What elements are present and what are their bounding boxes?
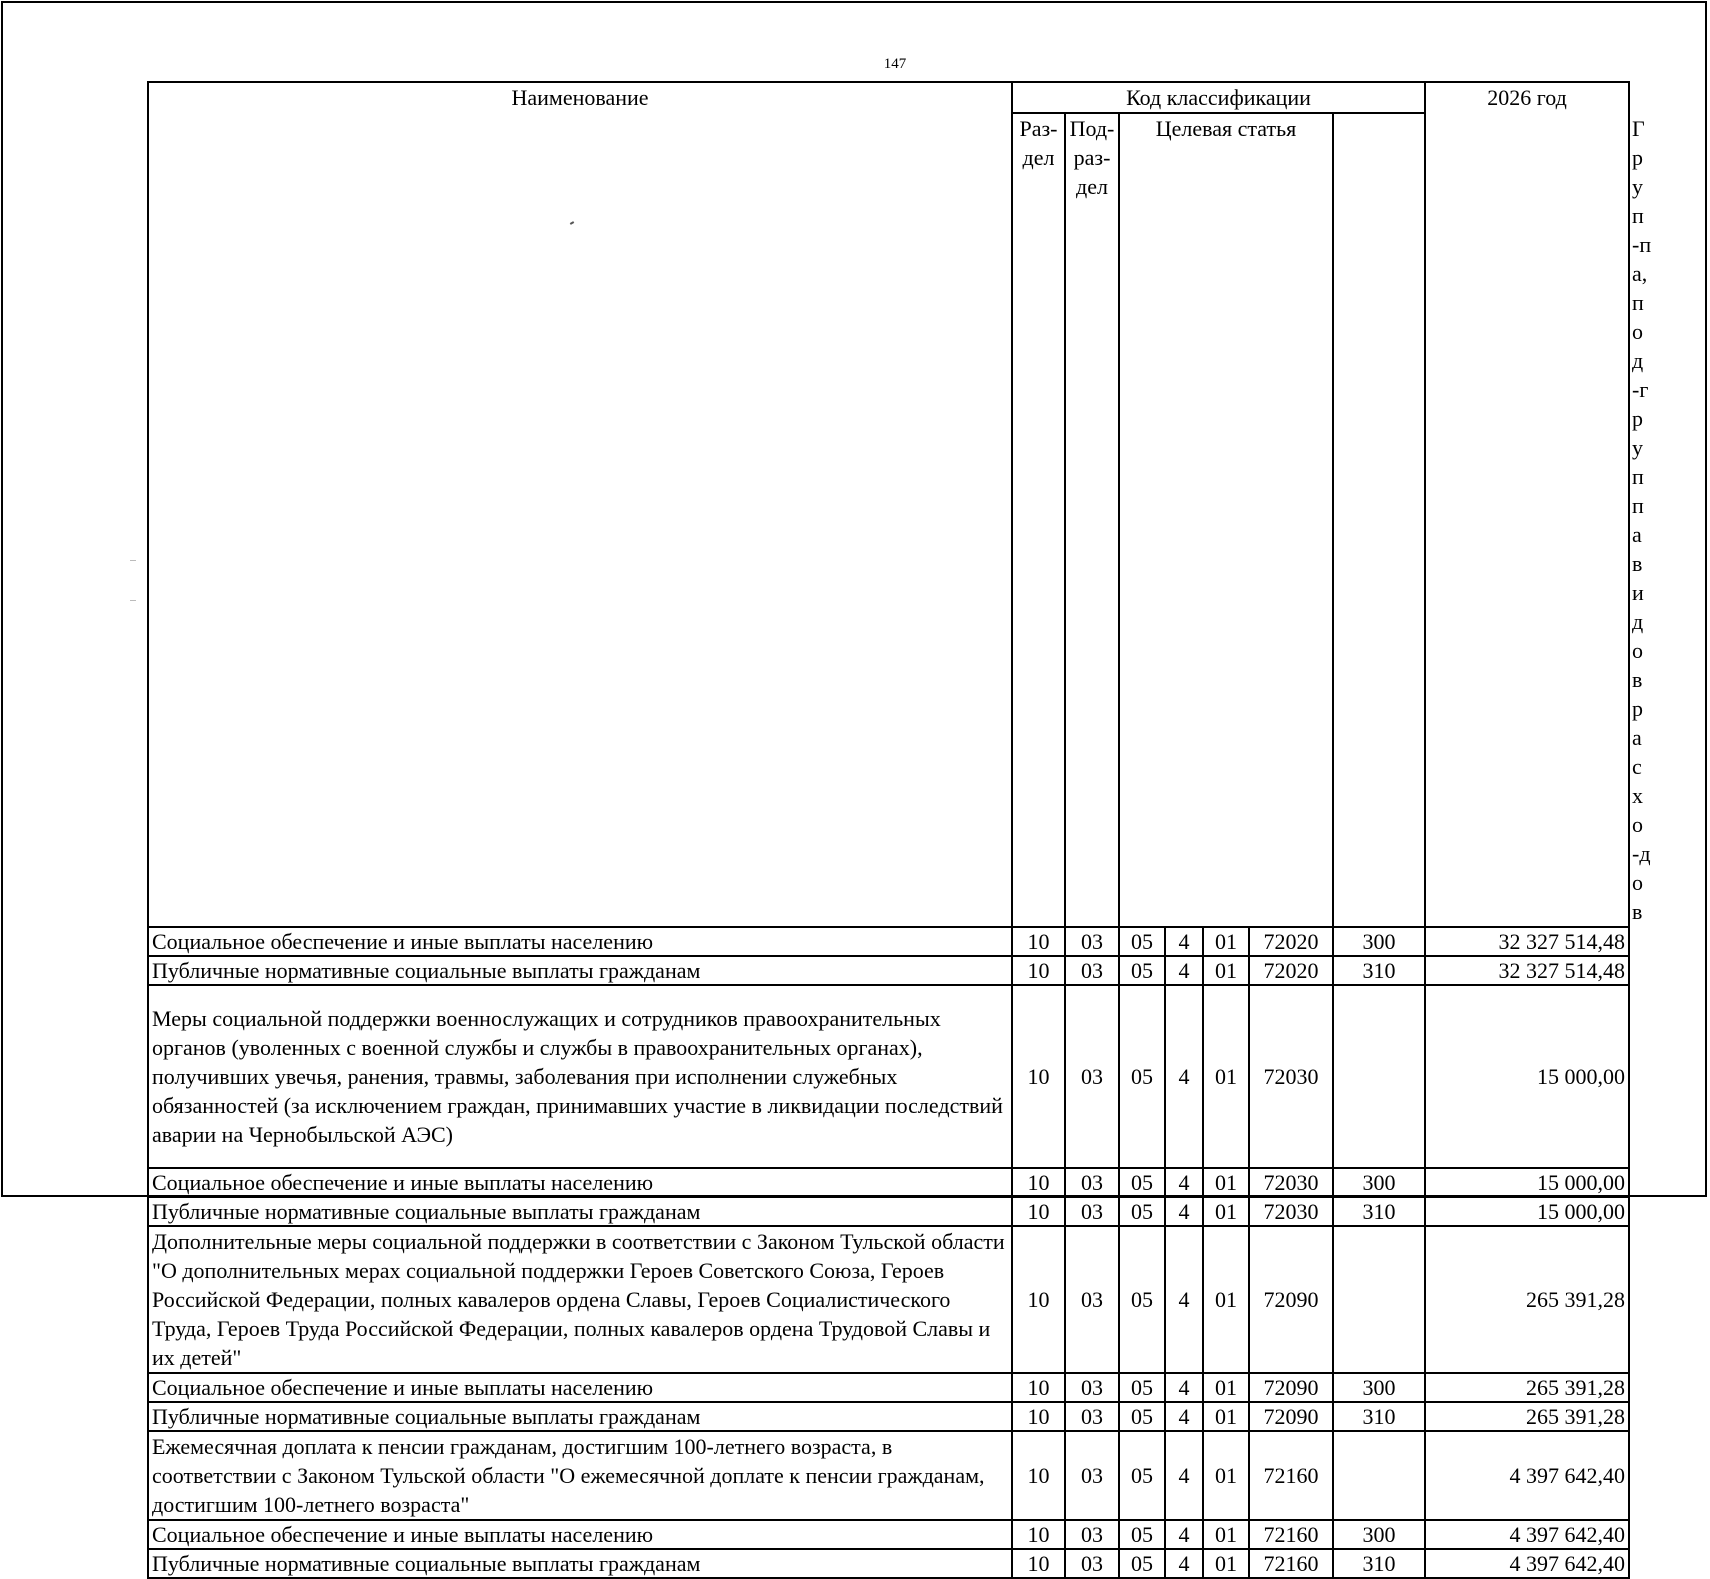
row-amount: 15 000,00 — [1425, 1197, 1629, 1226]
row-target-subprogram: 01 — [1203, 1549, 1249, 1578]
row-expense-group: 300 — [1333, 927, 1425, 956]
table-row — [148, 1197, 1629, 1226]
row-name: Публичные нормативные социальные выплаты гражданам — [148, 956, 1012, 985]
row-name: Социальное обеспечение и иные выплаты населению — [148, 1520, 1012, 1549]
table-row — [148, 1520, 1629, 1549]
table-row — [148, 927, 1629, 956]
row-target-type: 4 — [1165, 1373, 1203, 1402]
row-target-program: 05 — [1119, 1373, 1165, 1402]
row-amount: 265 391,28 — [1425, 1373, 1629, 1402]
row-target-subprogram: 01 — [1203, 1373, 1249, 1402]
row-target-subprogram: 01 — [1203, 985, 1249, 1168]
row-target-type: 4 — [1165, 956, 1203, 985]
row-subsection: 03 — [1065, 1402, 1119, 1431]
row-section: 10 — [1012, 1431, 1065, 1520]
row-name: Социальное обеспечение и иные выплаты населению — [148, 1373, 1012, 1402]
row-expense-group: 310 — [1333, 956, 1425, 985]
row-target-subprogram: 01 — [1203, 956, 1249, 985]
header-code: Код классификации — [1012, 82, 1425, 113]
row-target-subprogram: 01 — [1203, 1520, 1249, 1549]
row-name: Ежемесячная доплата к пенсии гражданам, достигшим 100-летнего возраста, в соответствии с Законом Тульской области "О ежемесячной доплате к пенсии гражданам, достигшим 100-летнего возраста" — [148, 1431, 1012, 1520]
row-expense-group: 300 — [1333, 1373, 1425, 1402]
row-section: 10 — [1012, 1226, 1065, 1373]
row-subsection: 03 — [1065, 956, 1119, 985]
row-expense-group: 310 — [1333, 1402, 1425, 1431]
row-name: Социальное обеспечение и иные выплаты населению — [148, 1168, 1012, 1197]
table-body — [148, 927, 1629, 1578]
row-section: 10 — [1012, 985, 1065, 1168]
row-target-direction: 72030 — [1249, 1197, 1333, 1226]
row-target-type: 4 — [1165, 1402, 1203, 1431]
row-section: 10 — [1012, 956, 1065, 985]
row-subsection: 03 — [1065, 1373, 1119, 1402]
table-row — [148, 1168, 1629, 1197]
row-subsection: 03 — [1065, 1520, 1119, 1549]
row-amount: 4 397 642,40 — [1425, 1431, 1629, 1520]
scan-mark — [130, 600, 136, 601]
row-amount: 265 391,28 — [1425, 1402, 1629, 1431]
row-section: 10 — [1012, 1197, 1065, 1226]
row-target-direction: 72090 — [1249, 1226, 1333, 1373]
row-amount: 15 000,00 — [1425, 985, 1629, 1168]
header-row-top — [148, 82, 1629, 113]
row-target-direction: 72160 — [1249, 1549, 1333, 1578]
row-target-program: 05 — [1119, 1197, 1165, 1226]
row-target-program: 05 — [1119, 956, 1165, 985]
header-subsection: Под- раз- дел — [1065, 113, 1119, 927]
row-amount: 4 397 642,40 — [1425, 1520, 1629, 1549]
row-subsection: 03 — [1065, 1226, 1119, 1373]
row-target-subprogram: 01 — [1203, 1402, 1249, 1431]
row-amount: 15 000,00 — [1425, 1168, 1629, 1197]
row-target-program: 05 — [1119, 1168, 1165, 1197]
budget-table — [147, 81, 1652, 1579]
row-section: 10 — [1012, 927, 1065, 956]
row-target-program: 05 — [1119, 985, 1165, 1168]
row-subsection: 03 — [1065, 1431, 1119, 1520]
row-target-direction: 72160 — [1249, 1520, 1333, 1549]
scan-mark — [130, 560, 136, 561]
row-target-subprogram: 01 — [1203, 927, 1249, 956]
row-name: Публичные нормативные социальные выплаты гражданам — [148, 1549, 1012, 1578]
row-subsection: 03 — [1065, 1168, 1119, 1197]
table-row — [148, 985, 1629, 1168]
row-target-subprogram: 01 — [1203, 1168, 1249, 1197]
row-target-subprogram: 01 — [1203, 1431, 1249, 1520]
table-row — [148, 1431, 1629, 1520]
row-target-type: 4 — [1165, 927, 1203, 956]
row-expense-group — [1333, 985, 1425, 1168]
row-expense-group: 300 — [1333, 1520, 1425, 1549]
row-target-direction: 72020 — [1249, 927, 1333, 956]
row-subsection: 03 — [1065, 1197, 1119, 1226]
header-target: Целевая статья — [1119, 113, 1333, 927]
row-target-direction: 72160 — [1249, 1431, 1333, 1520]
row-section: 10 — [1012, 1520, 1065, 1549]
row-name: Публичные нормативные социальные выплаты гражданам — [148, 1197, 1012, 1226]
row-target-type: 4 — [1165, 1431, 1203, 1520]
row-expense-group: 300 — [1333, 1168, 1425, 1197]
table-row — [148, 1226, 1629, 1373]
header-section: Раз- дел — [1012, 113, 1065, 927]
row-section: 10 — [1012, 1402, 1065, 1431]
row-section: 10 — [1012, 1549, 1065, 1578]
row-target-direction: 72090 — [1249, 1402, 1333, 1431]
row-amount: 32 327 514,48 — [1425, 927, 1629, 956]
row-amount: 4 397 642,40 — [1425, 1549, 1629, 1578]
row-target-program: 05 — [1119, 1431, 1165, 1520]
header-target-spacer — [1333, 113, 1425, 927]
row-target-direction: 72090 — [1249, 1373, 1333, 1402]
table-row — [148, 1402, 1629, 1431]
row-target-type: 4 — [1165, 1197, 1203, 1226]
row-expense-group — [1333, 1431, 1425, 1520]
row-expense-group — [1333, 1226, 1425, 1373]
row-section: 10 — [1012, 1168, 1065, 1197]
row-name: Социальное обеспечение и иные выплаты населению — [148, 927, 1012, 956]
row-target-type: 4 — [1165, 985, 1203, 1168]
header-row-sub: Раз- дел Под- раз- дел Целевая статья Груп-па, под-группа видов расхо-дов — [148, 113, 1629, 927]
row-name: Публичные нормативные социальные выплаты гражданам — [148, 1402, 1012, 1431]
row-target-type: 4 — [1165, 1226, 1203, 1373]
page-number: 147 — [883, 56, 907, 72]
row-section: 10 — [1012, 1373, 1065, 1402]
row-target-direction: 72030 — [1249, 985, 1333, 1168]
row-expense-group: 310 — [1333, 1549, 1425, 1578]
row-target-direction: 72030 — [1249, 1168, 1333, 1197]
row-target-direction: 72020 — [1249, 956, 1333, 985]
row-subsection: 03 — [1065, 1549, 1119, 1578]
table-row — [148, 956, 1629, 985]
row-subsection: 03 — [1065, 927, 1119, 956]
row-amount: 265 391,28 — [1425, 1226, 1629, 1373]
header-name: Наименование — [148, 82, 1012, 927]
row-target-type: 4 — [1165, 1549, 1203, 1578]
row-amount: 32 327 514,48 — [1425, 956, 1629, 985]
row-target-subprogram: 01 — [1203, 1226, 1249, 1373]
row-subsection: 03 — [1065, 985, 1119, 1168]
row-target-program: 05 — [1119, 1520, 1165, 1549]
row-target-program: 05 — [1119, 1549, 1165, 1578]
row-target-type: 4 — [1165, 1520, 1203, 1549]
row-target-type: 4 — [1165, 1168, 1203, 1197]
header-year: 2026 год — [1425, 82, 1629, 927]
row-expense-group: 310 — [1333, 1197, 1425, 1226]
table-row — [148, 1549, 1629, 1578]
row-target-program: 05 — [1119, 927, 1165, 956]
row-target-program: 05 — [1119, 1402, 1165, 1431]
row-target-program: 05 — [1119, 1226, 1165, 1373]
row-name: Дополнительные меры социальной поддержки в соответствии с Законом Тульской области "О дополнительных мерах социальной поддержки Героев Советского Союза, Героев Российской Федерации, полных кавалеров ордена Славы, Героев Социалистического Труда, Героев Труда Российской Федерации, полных кавалеров ордена Трудовой Славы и их детей" — [148, 1226, 1012, 1373]
row-name: Меры социальной поддержки военнослужащих и сотрудников правоохранительных органов (уволенных с военной службы и службы в правоохранительных органах), получивших увечья, ранения, травмы, заболевания при исполнении служебных обязанностей (за исключением граждан, принимавших участие в ликвидации последствий аварии на Чернобыльской АЭС) — [148, 985, 1012, 1168]
table-row — [148, 1373, 1629, 1402]
row-target-subprogram: 01 — [1203, 1197, 1249, 1226]
